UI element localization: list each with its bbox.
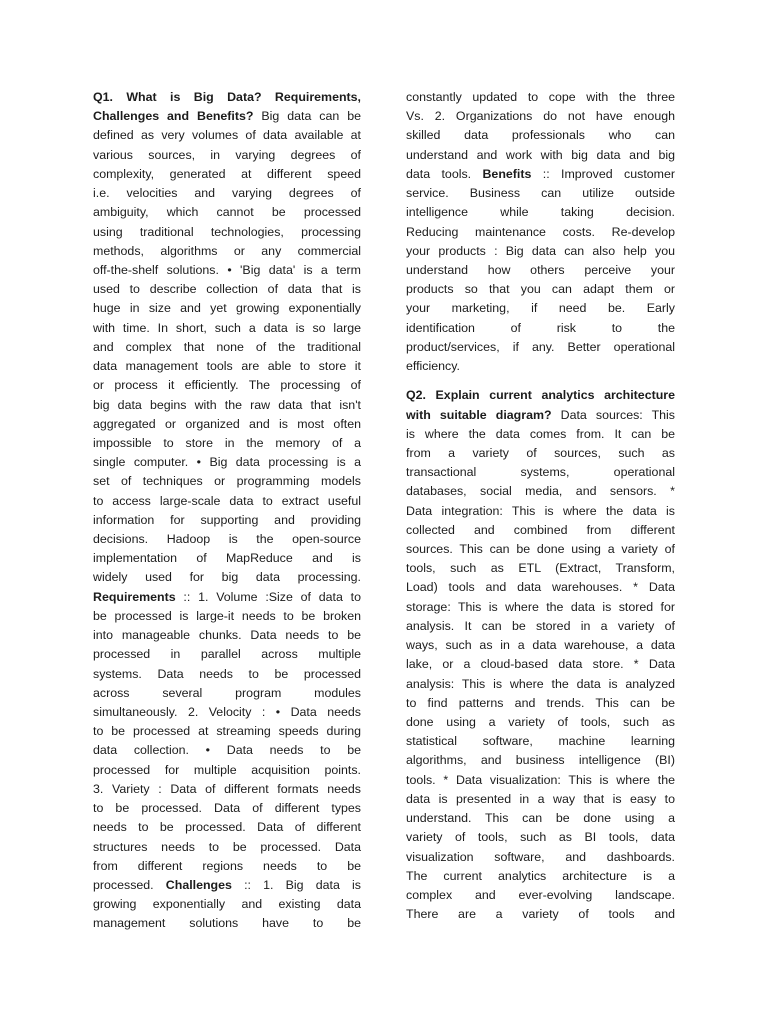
text-line	[406, 636, 675, 655]
text-line	[93, 722, 361, 741]
text-segment: growing exponentially and existing data	[93, 897, 361, 912]
text-segment: into manageable chunks. Data needs to be	[93, 628, 361, 643]
text-segment: algorithms, and business intelligence (BI)	[406, 753, 675, 768]
text-segment: from a variety of sources, such as	[406, 445, 675, 460]
text-segment: data collection. • Data needs to be	[93, 743, 361, 758]
text-line	[406, 107, 675, 126]
text-segment: constantly updated to cope with the three	[406, 90, 675, 104]
text-segment: efficiency.	[406, 359, 460, 374]
text-line	[406, 848, 675, 867]
text-line	[93, 223, 361, 242]
text-line	[406, 675, 675, 694]
text-segment: complexity, generated at different speed	[93, 166, 361, 181]
text-line	[93, 857, 361, 876]
text-segment: done using a variety of tools, such as	[406, 715, 675, 729]
text-line	[93, 472, 361, 491]
text-segment: be processed is large-it needs to be broken	[93, 608, 361, 623]
text-segment: complex and ever-evolving landscape.	[406, 887, 675, 902]
text-segment: big data begins with the raw data that isn't	[93, 397, 361, 412]
text-segment: :: Improved customer	[531, 166, 675, 181]
text-line	[406, 357, 675, 376]
paragraph	[93, 88, 361, 934]
text-segment: Vs. 2. Organizations do not have enough	[406, 109, 675, 124]
text-line	[93, 703, 361, 722]
text-line	[406, 502, 675, 521]
text-segment: information for supporting and providing	[93, 512, 361, 527]
text-segment: intelligence while taking decision.	[406, 205, 675, 220]
text-segment: sources. This can be done using a variety of	[406, 542, 675, 557]
text-segment: Big data can be	[253, 109, 361, 124]
text-segment: impossible to store in the memory of a	[93, 435, 361, 450]
text-line	[406, 771, 675, 790]
text-line	[406, 867, 675, 886]
text-line	[406, 578, 675, 597]
text-segment: using traditional technologies, processing	[93, 224, 361, 239]
text-line	[93, 799, 361, 818]
text-segment: systems. Data needs to be processed	[93, 666, 361, 681]
text-line	[406, 444, 675, 463]
text-segment: The current analytics architecture is a	[406, 868, 675, 883]
text-line	[406, 598, 675, 617]
text-segment: tools, such as ETL (Extract, Transform,	[406, 561, 675, 576]
text-line	[93, 684, 361, 703]
text-segment: :: 1. Big data is	[231, 877, 361, 892]
text-line	[406, 319, 675, 338]
text-segment: ways, such as in a data warehouse, a data	[406, 638, 675, 653]
text-segment: to access large-scale data to extract useful	[93, 493, 361, 508]
text-line	[93, 376, 361, 395]
text-segment: identification of risk to the	[406, 320, 675, 335]
text-segment: with time. In short, such a data is so large	[93, 320, 361, 335]
text-line	[93, 780, 361, 799]
text-segment: variety of tools, such as BI tools, data	[406, 830, 675, 845]
text-line	[93, 280, 361, 299]
text-segment: Load) tools and data warehouses. * Data	[406, 580, 675, 595]
text-line	[406, 126, 675, 145]
text-line	[93, 184, 361, 203]
text-line	[93, 761, 361, 780]
text-segment: analysis: This is where the data is analyzed	[406, 676, 675, 691]
text-segment: and complex that none of the traditional	[93, 339, 361, 354]
text-segment: single computer. • Big data processing is a	[93, 455, 361, 470]
text-segment: needs to be processed. Data of different	[93, 820, 361, 835]
text-line	[406, 828, 675, 847]
text-line	[406, 425, 675, 444]
text-line	[93, 434, 361, 453]
text-segment: data management tools are able to store it	[93, 359, 361, 374]
text-line	[93, 838, 361, 857]
text-line	[406, 694, 675, 713]
text-line	[93, 299, 361, 318]
text-line	[406, 732, 675, 751]
text-line	[93, 549, 361, 568]
text-line	[93, 88, 361, 107]
text-line	[93, 588, 361, 607]
text-segment: Data integration: This is where the data is	[406, 503, 675, 518]
text-segment: simultaneously. 2. Velocity : • Data needs	[93, 705, 361, 719]
text-segment: understand and work with big data and big	[406, 147, 675, 162]
text-line	[406, 386, 675, 405]
text-line	[406, 406, 675, 425]
bold-heading: Requirements	[93, 589, 176, 604]
text-line	[93, 511, 361, 530]
text-segment: transactional systems, operational	[406, 465, 675, 480]
text-line	[406, 905, 675, 924]
text-segment: to be processed. Data of different types	[93, 801, 361, 816]
text-segment: tools. * Data visualization: This is where the	[406, 772, 675, 787]
bold-heading: with suitable diagram?	[406, 407, 552, 422]
text-segment: visualization software, and dashboards.	[406, 849, 675, 864]
text-segment: product/services, if any. Better operational	[406, 339, 675, 354]
text-line	[406, 482, 675, 501]
paragraph	[406, 88, 675, 376]
text-line	[406, 751, 675, 770]
text-line	[93, 645, 361, 664]
text-segment: widely used for big data processing.	[93, 570, 361, 585]
text-segment: understand. This can be done using a	[406, 811, 675, 826]
text-line	[93, 665, 361, 684]
text-segment: across several program modules	[93, 685, 361, 700]
right-column	[406, 88, 675, 924]
text-segment: analysis. It can be stored in a variety of	[406, 618, 675, 633]
text-segment: databases, social media, and sensors. *	[406, 484, 675, 499]
text-segment: statistical software, machine learning	[406, 734, 675, 749]
text-segment: understand how others perceive your	[406, 262, 675, 277]
text-segment: Reducing maintenance costs. Re-develop	[406, 224, 675, 239]
text-line	[406, 463, 675, 482]
text-line	[406, 184, 675, 203]
bold-heading: Q2. Explain current analytics architecture	[406, 388, 675, 403]
text-line	[93, 319, 361, 338]
bold-heading: Challenges	[165, 877, 232, 892]
text-line	[93, 492, 361, 511]
text-segment: methods, algorithms or any commercial	[93, 243, 361, 258]
text-segment: processed in parallel across multiple	[93, 647, 361, 662]
text-line	[406, 165, 675, 184]
text-segment: off-the-shelf solutions. • 'Big data' is a term	[93, 262, 361, 277]
text-segment: management solutions have to be	[93, 916, 361, 931]
text-line	[406, 559, 675, 578]
text-line	[93, 453, 361, 472]
text-segment: service. Business can utilize outside	[406, 186, 675, 201]
text-line	[93, 741, 361, 760]
text-line	[406, 203, 675, 222]
text-segment: i.e. velocities and varying degrees of	[93, 186, 361, 201]
text-segment: There are a variety of tools and	[406, 907, 675, 922]
text-line	[93, 895, 361, 914]
text-segment: data is presented in a way that is easy to	[406, 791, 675, 806]
text-segment: decisions. Hadoop is the open-source	[93, 532, 361, 547]
text-line	[406, 540, 675, 559]
text-segment: processed for multiple acquisition points.	[93, 762, 361, 777]
text-segment: to find patterns and trends. This can be	[406, 695, 675, 710]
text-line	[406, 280, 675, 299]
text-segment: processed.	[93, 877, 166, 892]
text-segment: used to describe collection of data that is	[93, 282, 361, 297]
text-line	[93, 242, 361, 261]
text-segment: Data sources: This	[551, 407, 675, 422]
text-line	[406, 809, 675, 828]
text-line	[93, 607, 361, 626]
text-segment: 3. Variety : Data of different formats needs	[93, 781, 361, 796]
text-line	[93, 203, 361, 222]
text-line	[93, 530, 361, 549]
text-segment: lake, or a cloud-based data store. * Data	[406, 657, 675, 672]
text-line	[93, 261, 361, 280]
text-line	[93, 568, 361, 587]
text-line	[93, 914, 361, 933]
text-segment: skilled data professionals who can	[406, 128, 675, 143]
text-segment: to be processed at streaming speeds during	[93, 724, 361, 739]
text-line	[93, 415, 361, 434]
text-line	[93, 338, 361, 357]
text-segment: set of techniques or programming models	[93, 474, 361, 489]
text-segment: :: 1. Volume :Size of data to	[175, 589, 361, 604]
text-line	[406, 790, 675, 809]
text-segment: is where the data comes from. It can be	[406, 426, 675, 441]
text-segment: products so that you can adapt them or	[406, 282, 675, 297]
text-segment: huge in size and yet growing exponentially	[93, 301, 361, 316]
text-line	[406, 299, 675, 318]
text-line	[406, 886, 675, 905]
text-line	[93, 165, 361, 184]
text-line	[93, 876, 361, 895]
text-line	[93, 126, 361, 145]
text-line	[93, 626, 361, 645]
text-segment: collected and combined from different	[406, 522, 675, 537]
bold-heading: Benefits	[482, 166, 532, 181]
text-line	[93, 818, 361, 837]
text-line	[406, 242, 675, 261]
text-segment: from different regions needs to be	[93, 858, 361, 873]
text-segment: data tools.	[406, 166, 483, 181]
text-line	[406, 88, 675, 107]
text-line	[406, 223, 675, 242]
text-segment: storage: This is where the data is stored for	[406, 599, 675, 614]
bold-heading: Q1. What is Big Data? Requirements,	[93, 90, 361, 104]
text-segment: or process it efficiently. The processing of	[93, 378, 361, 393]
text-line	[406, 713, 675, 732]
paragraph	[406, 386, 675, 924]
text-line	[406, 261, 675, 280]
text-segment: ambiguity, which cannot be processed	[93, 205, 361, 220]
bold-heading: Challenges and Benefits?	[93, 109, 254, 124]
text-segment: implementation of MapReduce and is	[93, 551, 361, 566]
text-line	[406, 338, 675, 357]
text-line	[93, 107, 361, 126]
text-line	[93, 146, 361, 165]
text-line	[406, 655, 675, 674]
text-line	[93, 357, 361, 376]
left-column	[93, 88, 361, 934]
text-segment: defined as very volumes of data available at	[93, 128, 361, 143]
text-segment: your marketing, if need be. Early	[406, 301, 675, 316]
text-segment: aggregated or organized and is most often	[93, 416, 361, 431]
text-line	[406, 521, 675, 540]
text-segment: your products : Big data can also help you	[406, 243, 675, 258]
text-segment: various sources, in varying degrees of	[93, 147, 361, 162]
text-line	[406, 146, 675, 165]
text-line	[406, 617, 675, 636]
text-segment: structures needs to be processed. Data	[93, 839, 361, 854]
text-line	[93, 396, 361, 415]
